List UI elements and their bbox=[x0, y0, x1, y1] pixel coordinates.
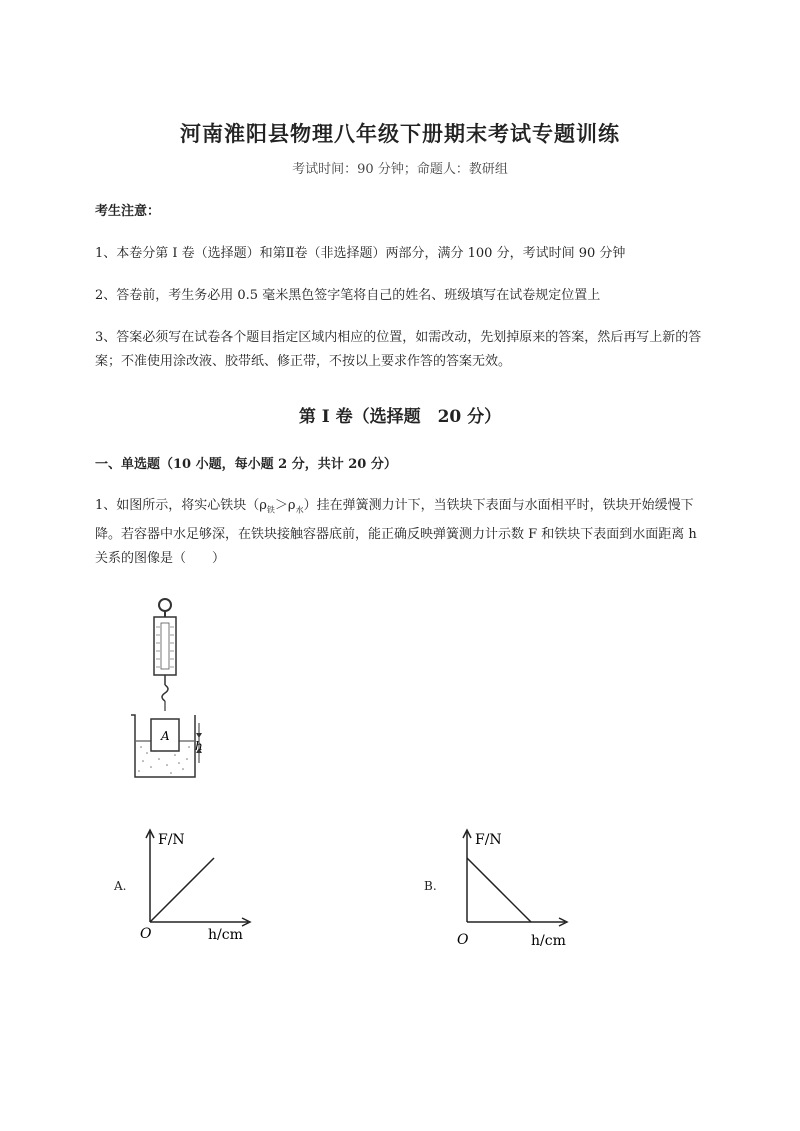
option-b-label: B. bbox=[424, 879, 437, 893]
notice-item-1: 1、本卷分第 I 卷（选择题）和第Ⅱ卷（非选择题）两部分，满分 100 分，考试时间 90 分钟 bbox=[95, 246, 626, 261]
part-heading: 一、单选题（10 小题，每小题 2 分，共计 20 分） bbox=[95, 457, 397, 472]
notice-item-2: 2、答卷前，考生务必用 0.5 毫米黑色签字笔将自己的姓名、班级填写在试卷规定位置上 bbox=[95, 288, 601, 303]
option-b-origin: O bbox=[457, 932, 469, 947]
option-a-label: A. bbox=[114, 879, 127, 893]
option-b-y-axis-label: F/N bbox=[475, 832, 502, 848]
option-a-origin: O bbox=[140, 926, 152, 942]
question-1-text-rest: ）挂在弹簧测力计下，当铁块下表面与水面相平时，铁块开始缓慢下降。若容器中水足够深，在铁块接触容器底前，能正确反映弹簧测力计示数 F 和铁块下表面到水面距离 h 关系的图像是（ ） bbox=[95, 498, 697, 566]
option-a-x-axis-label: h/cm bbox=[208, 927, 243, 943]
question-1-text-start: 1、如图所示，将实心铁块（ρ bbox=[95, 498, 267, 513]
notice-item-3: 3、答案必须写在试卷各个题目指定区域内相应的位置，如需改动，先划掉原来的答案，然后再写上新的答案；不准使用涂改液、胶带纸、修正带，不按以上要求作答的答案无效。 bbox=[95, 330, 702, 369]
rho-water-subscript: 水 bbox=[295, 505, 304, 515]
block-label: A bbox=[161, 729, 170, 743]
section-title: 第 I 卷（选择题 20 分） bbox=[298, 407, 502, 427]
option-b-x-axis-label: h/cm bbox=[531, 933, 566, 947]
page-subtitle: 考试时间：90 分钟；命题人：教研组 bbox=[292, 162, 508, 177]
option-a-graph bbox=[138, 822, 258, 947]
page-title: 河南淮阳县物理八年级下册期末考试专题训练 bbox=[180, 121, 620, 146]
rho-iron-subscript: 铁 bbox=[266, 505, 275, 515]
option-a-line bbox=[150, 858, 214, 922]
option-a-y-axis-label: F/N bbox=[158, 832, 185, 848]
notice-heading: 考生注意： bbox=[95, 204, 161, 219]
h-label: h bbox=[195, 739, 203, 753]
spring-scale-figure bbox=[125, 595, 225, 785]
question-1-text bbox=[95, 494, 710, 571]
option-b-line bbox=[467, 858, 531, 922]
rho-compare: ＞ρ bbox=[274, 498, 296, 513]
option-b-graph bbox=[455, 822, 575, 947]
